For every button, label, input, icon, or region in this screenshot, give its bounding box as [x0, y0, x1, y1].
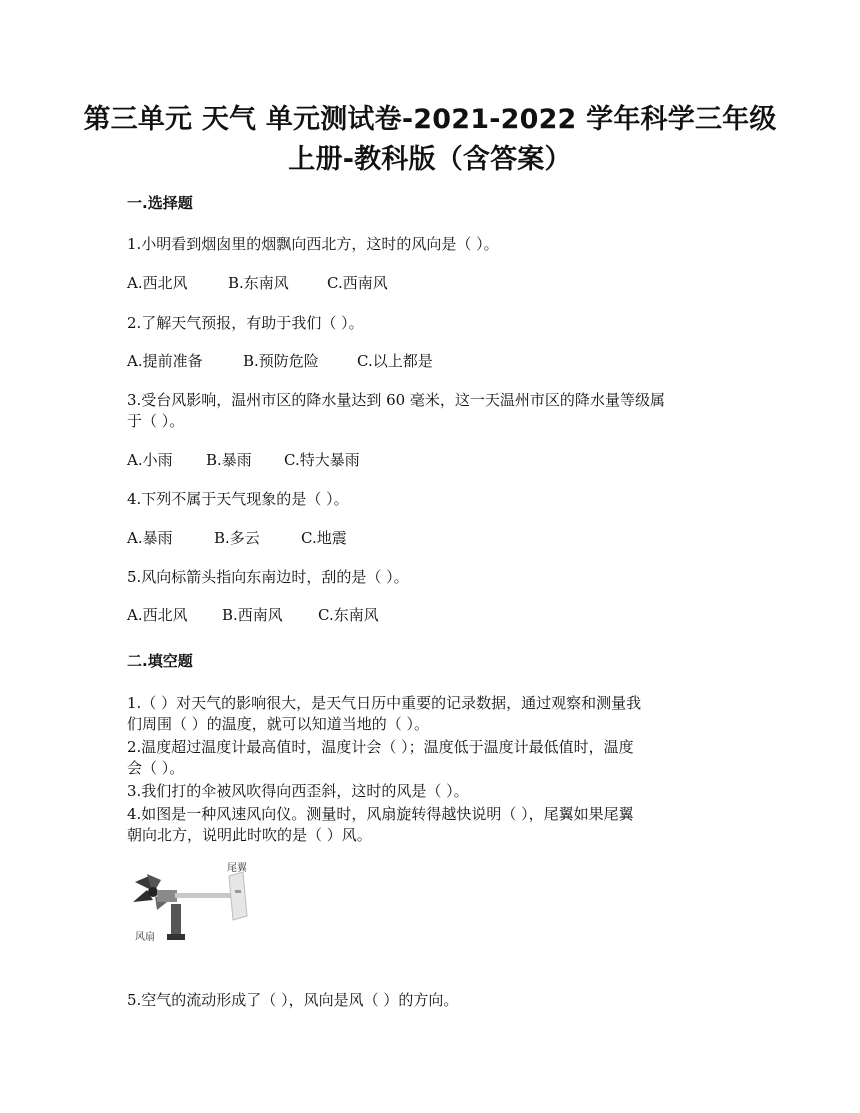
option-a: A.西北风 — [127, 606, 188, 624]
question-4-options — [127, 528, 347, 549]
option-a: A.提前准备 — [127, 352, 203, 370]
option-c: C.以上都是 — [357, 352, 433, 370]
anemometer-illustration — [127, 860, 257, 950]
option-c: C.东南风 — [318, 606, 379, 624]
option-c: C.特大暴雨 — [284, 451, 360, 469]
fan-label: 风扇 — [135, 932, 155, 943]
question-2-options — [127, 351, 433, 372]
fill-question-2-line-2: 会（ ）。 — [127, 759, 185, 777]
option-c: C.西南风 — [327, 274, 388, 292]
anemometer-body — [157, 890, 177, 902]
question-5-options — [127, 605, 379, 626]
option-b: B.暴雨 — [206, 451, 252, 469]
option-b: B.东南风 — [228, 274, 289, 292]
question-5-text: 5.风向标箭头指向东南边时，刮的是（ ）。 — [127, 568, 409, 586]
fill-question-5-text: 5.空气的流动形成了（ ），风向是风（ ）的方向。 — [127, 991, 459, 1009]
option-b: B.多云 — [214, 529, 260, 547]
tail-fin — [229, 872, 247, 920]
question-2-text: 2.了解天气预报，有助于我们（ ）。 — [127, 314, 364, 332]
anemometer-base — [167, 934, 185, 940]
fill-question-4-line-2: 朝向北方，说明此时吹的是（ ）风。 — [127, 826, 372, 844]
fill-question-2-line-1: 2.温度超过温度计最高值时，温度计会（ ）；温度低于温度计最低值时，温度 — [127, 738, 634, 756]
tail-fin-mark — [235, 890, 241, 893]
option-a: A.小雨 — [127, 451, 173, 469]
option-a: A.西北风 — [127, 274, 188, 292]
tail-label: 尾翼 — [227, 863, 247, 874]
section-heading-choice: 一.选择题 — [127, 194, 193, 212]
wind-vane-anemometer-figure — [127, 860, 257, 950]
fill-question-4-line-1: 4.如图是一种风速风向仪。测量时，风扇旋转得越快说明（ ），尾翼如果尾翼 — [127, 805, 634, 823]
anemometer-mast — [171, 904, 181, 936]
fill-question-1-line-1: 1.（ ）对天气的影响很大，是天气日历中重要的记录数据，通过观察和测量我 — [127, 694, 642, 712]
option-b: B.西南风 — [222, 606, 283, 624]
page-title — [60, 100, 800, 180]
anemometer-arm — [175, 893, 231, 898]
question-3-line-2: 于（ ）。 — [127, 412, 185, 430]
title-line-1: 第三单元 天气 单元测试卷-2021-2022 学年科学三年级 — [83, 104, 777, 135]
fill-question-3-text: 3.我们打的伞被风吹得向西歪斜，这时的风是（ ）。 — [127, 782, 469, 800]
question-3-line-1: 3.受台风影响，温州市区的降水量达到 60 毫米，这一天温州市区的降水量等级属 — [127, 391, 665, 409]
question-3-options — [127, 450, 360, 471]
option-c: C.地震 — [301, 529, 347, 547]
question-1-options — [127, 273, 388, 294]
option-a: A.暴雨 — [127, 529, 173, 547]
option-b: B.预防危险 — [243, 352, 319, 370]
question-1-text: 1.小明看到烟囱里的烟飘向西北方，这时的风向是（ ）。 — [127, 235, 499, 253]
question-4-text: 4.下列不属于天气现象的是（ ）。 — [127, 490, 349, 508]
fill-question-1-line-2: 们周围（ ）的温度，就可以知道当地的（ ）。 — [127, 715, 430, 733]
section-heading-fill: 二.填空题 — [127, 652, 193, 670]
title-line-2: 上册-教科版（含答案） — [288, 144, 572, 175]
fan-hub — [148, 887, 158, 897]
